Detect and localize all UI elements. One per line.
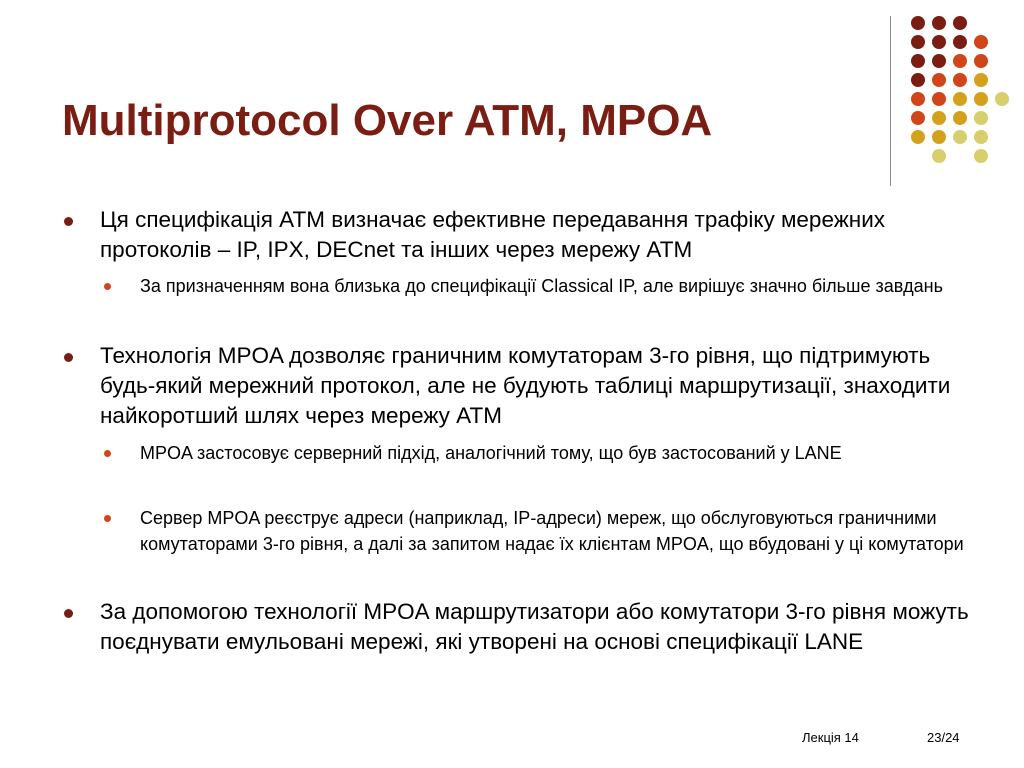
footer-lecture-label: Лекція 14 [802, 730, 859, 745]
sub-bullet-marker [104, 450, 111, 457]
bullet-level1: Технологія MPOA дозволяє граничним комутаторам 3-го рівня, що підтримують будь-який мережний протокол, але не будують таблиці маршрутизації, знаходити найкоротший шлях через мережу ATM [100, 343, 951, 428]
bullet-marker [64, 609, 73, 618]
bullet-level1: Ця специфікація ATM визначає ефективне передавання трафіку мережних протоколів – IP, IPX, DECnet та інших через мережу ATM [100, 207, 886, 262]
bullet-level2: Сервер MPOA реєструє адреси (наприклад, IP-адреси) мереж, що обслуговуються граничними комутаторами 3-го рівня, а далі за запитом надає їх клієнтам MPOA, що вбудовані у ці комутатори [140, 508, 964, 554]
bullet-marker [64, 353, 73, 362]
footer-page-number: 23/24 [927, 730, 960, 745]
sub-bullet-marker [104, 515, 111, 522]
bullet-level1: За допомогою технології MPOA маршрутизатори або комутатори 3-го рівня можуть поєднувати емульовані мережі, які утворені на основі специфікації LANE [100, 599, 969, 654]
bullet-level2: MPOA застосовує серверний підхід, аналогічний тому, що був застосований у LANE [140, 443, 842, 463]
slide-title: Multiprotocol Over ATM, MPOA [62, 96, 713, 145]
bullet-marker [64, 217, 73, 226]
sub-bullet-marker [104, 283, 111, 290]
bullet-level2: За призначенням вона близька до специфікації Classical IP, але вирішує значно більше завдань [140, 276, 943, 296]
